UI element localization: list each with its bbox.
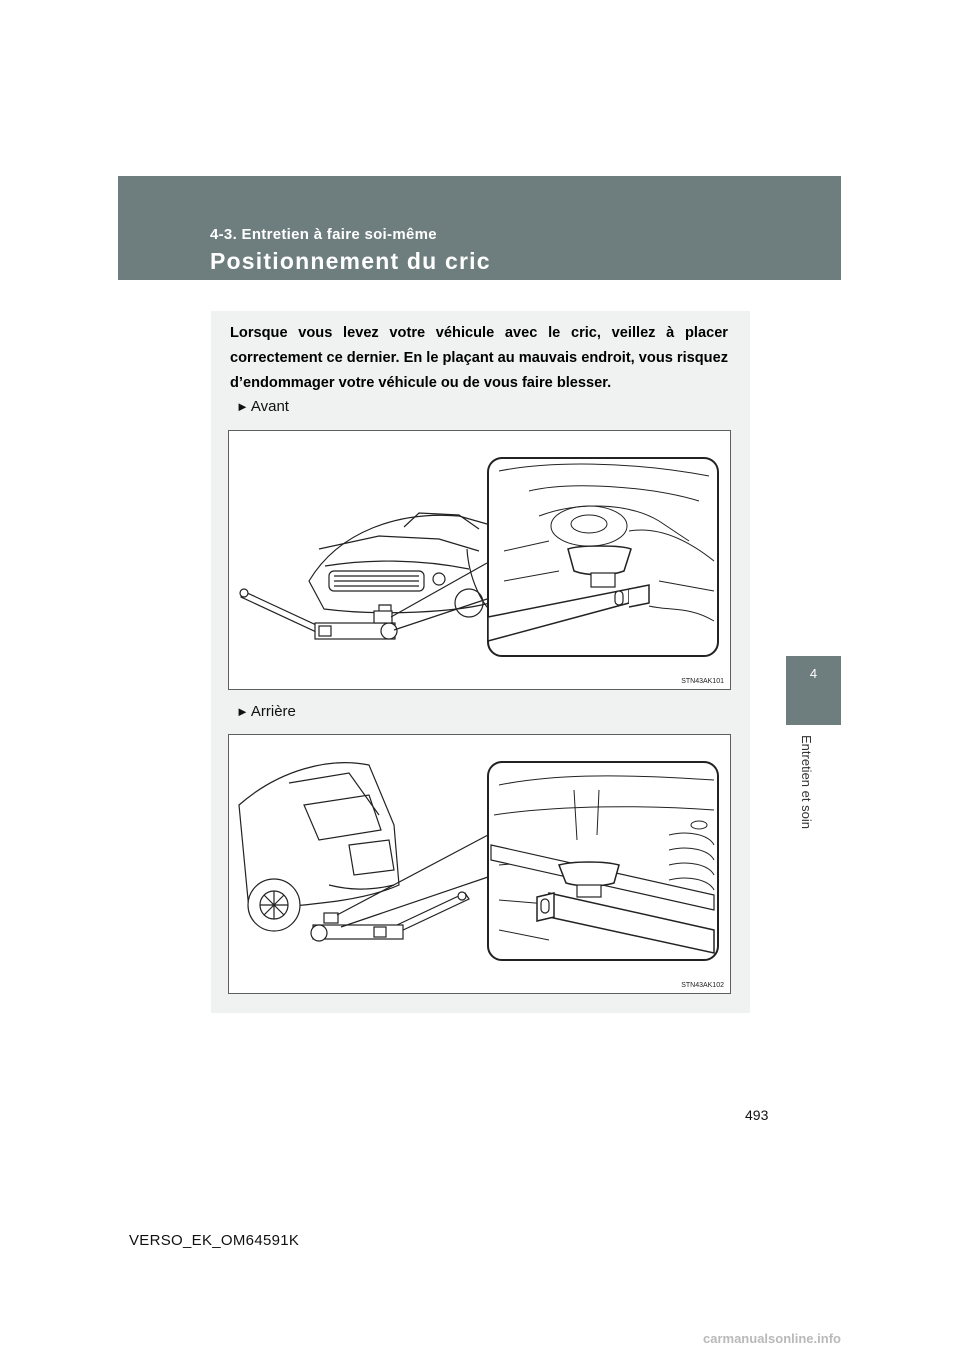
- arrow-icon: ►: [236, 704, 249, 719]
- subhead-rear: [236, 703, 296, 720]
- watermark[interactable]: carmanualsonline.info: [703, 1331, 841, 1346]
- page-number: 493: [745, 1107, 769, 1123]
- subhead-rear-label: Arrière: [250, 703, 296, 720]
- rear-jack-illustration: [229, 735, 731, 994]
- subhead-front: [236, 398, 289, 415]
- figure-front-code: STN43AK101: [681, 678, 724, 685]
- page-title: Positionnement du cric: [210, 248, 491, 274]
- figure-rear: [228, 734, 731, 994]
- figure-front: [228, 430, 731, 690]
- header-band: [118, 176, 841, 280]
- subhead-front-label: Avant: [250, 398, 289, 415]
- chapter-side-label: Entretien et soin: [799, 735, 814, 829]
- chapter-number: 4: [809, 666, 818, 681]
- figure-rear-code: STN43AK102: [681, 982, 724, 989]
- arrow-icon: ►: [236, 399, 249, 414]
- chapter-tab: [786, 656, 841, 725]
- content-box: [211, 311, 750, 1013]
- document-code: VERSO_EK_OM64591K: [129, 1232, 300, 1249]
- front-jack-illustration: [229, 431, 731, 690]
- intro-paragraph: Lorsque vous levez votre véhicule avec le cric, veillez à placer correctement ce dernier. En le plaçant au mauvais endroit, vous risquez d’endommager votre véhicule ou de vous faire blesser.: [230, 325, 728, 391]
- section-label: 4-3. Entretien à faire soi-même: [210, 226, 437, 243]
